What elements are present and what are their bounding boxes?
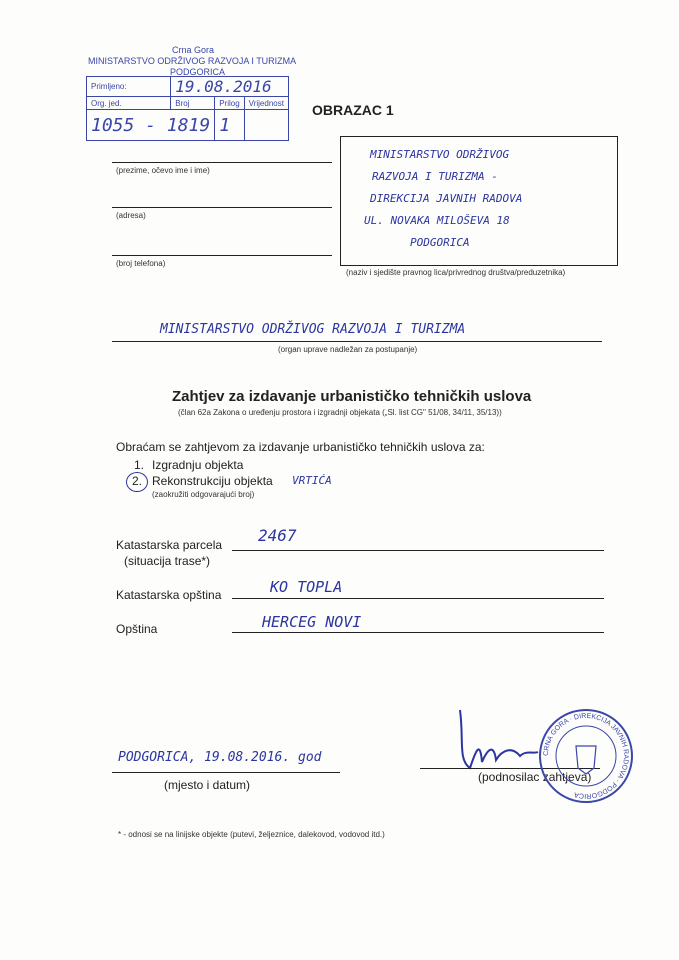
stamp-line-1: Crna Gora [172,45,215,55]
legal-entity-caption: (naziv i sjedište pravnog lica/privrednog društva/preduzetnika) [346,268,566,277]
form-title: OBRAZAC 1 [312,102,394,118]
applicant-signature-label: (podnosilac zahtjeva) [478,770,592,784]
col-org: Org. jed. [87,97,171,110]
authority-caption: (organ uprave nadležan za postupanje) [278,345,418,354]
col-broj: Broj [171,97,215,110]
parcel-label: Katastarska parcela [116,538,223,552]
parcel-line [232,550,604,551]
request-intro: Obraćam se zahtjevom za izdavanje urbanističko tehničkih uslova za: [116,440,485,454]
address-line [112,207,332,208]
received-label: Primljeno: [87,77,171,97]
parcel-sub: (situacija trase*) [124,554,211,568]
legal-entity-line-4: UL. NOVAKA MILOŠEVA 18 [364,214,510,227]
footnote: * - odnosi se na linijske objekte (putevi, željeznice, dalekovod, vodovod itd.) [118,830,385,839]
received-date: 19.08.2016 [171,77,289,97]
seal-text: CRNA GORA · DIREKCIJA JAVNIH RADOVA · PODGORICA [542,712,630,800]
document-subheading: (član 62a Zakona o uređenju prostora i izgradnji objekata („Sl. list CG" 51/08, 34/11, 35/13)) [178,408,502,417]
address-label: (adresa) [116,211,146,220]
place-date-line [112,772,340,773]
phone-label: (broj telefona) [116,259,166,268]
legal-entity-line-5: PODGORICA [410,236,470,249]
option-1-number: 1. [134,458,145,472]
legal-entity-line-1: MINISTARSTVO ODRŽIVOG [370,148,510,161]
option-2-text: Rekonstrukciju objekta [152,474,273,488]
registry-stamp [86,76,289,141]
place-date-label: (mjesto i datum) [164,778,251,792]
stamp-line-3: PODGORICA [170,67,226,77]
authority-line [112,341,602,342]
option-note: (zaokružiti odgovarajući broj) [152,490,255,499]
signature-scribble [452,700,542,774]
stamp-line-2: MINISTARSTVO ODRŽIVOG RAZVOJA I TURIZMA [88,56,297,66]
legal-entity-line-2: RAZVOJA I TURIZMA - [372,170,498,183]
col-prilog: Prilog [215,97,244,110]
name-label: (prezime, očevo ime i ime) [116,166,210,175]
registry-prilog: 1 [215,110,244,141]
place-date-value: PODGORICA, 19.08.2016. god [118,750,322,765]
cadastral-municipality-line [232,598,604,599]
cadastral-municipality-label: Katastarska opština [116,588,222,602]
registry-number: 1055 - 1819 [87,110,215,141]
name-line [112,162,332,163]
official-seal [536,706,636,806]
authority-value: MINISTARSTVO ODRŽIVOG RAZVOJA I TURIZMA [160,322,466,337]
option-2-number: 2. [132,474,143,488]
document-heading: Zahtjev za izdavanje urbanističko tehničkih uslova [172,388,532,405]
option-1-text: Izgradnju objekta [152,458,244,472]
municipality-line [232,632,604,633]
municipality-value: HERCEG NOVI [262,613,362,631]
col-vrijednost: Vrijednost [244,97,288,110]
parcel-value: 2467 [258,526,297,545]
legal-entity-line-3: DIREKCIJA JAVNIH RADOVA [370,192,523,205]
phone-line [112,255,332,256]
cadastral-municipality-value: KO TOPLA [270,578,343,596]
option-2-handwritten: VRTIĆA [292,474,332,487]
municipality-label: Opština [116,622,158,636]
